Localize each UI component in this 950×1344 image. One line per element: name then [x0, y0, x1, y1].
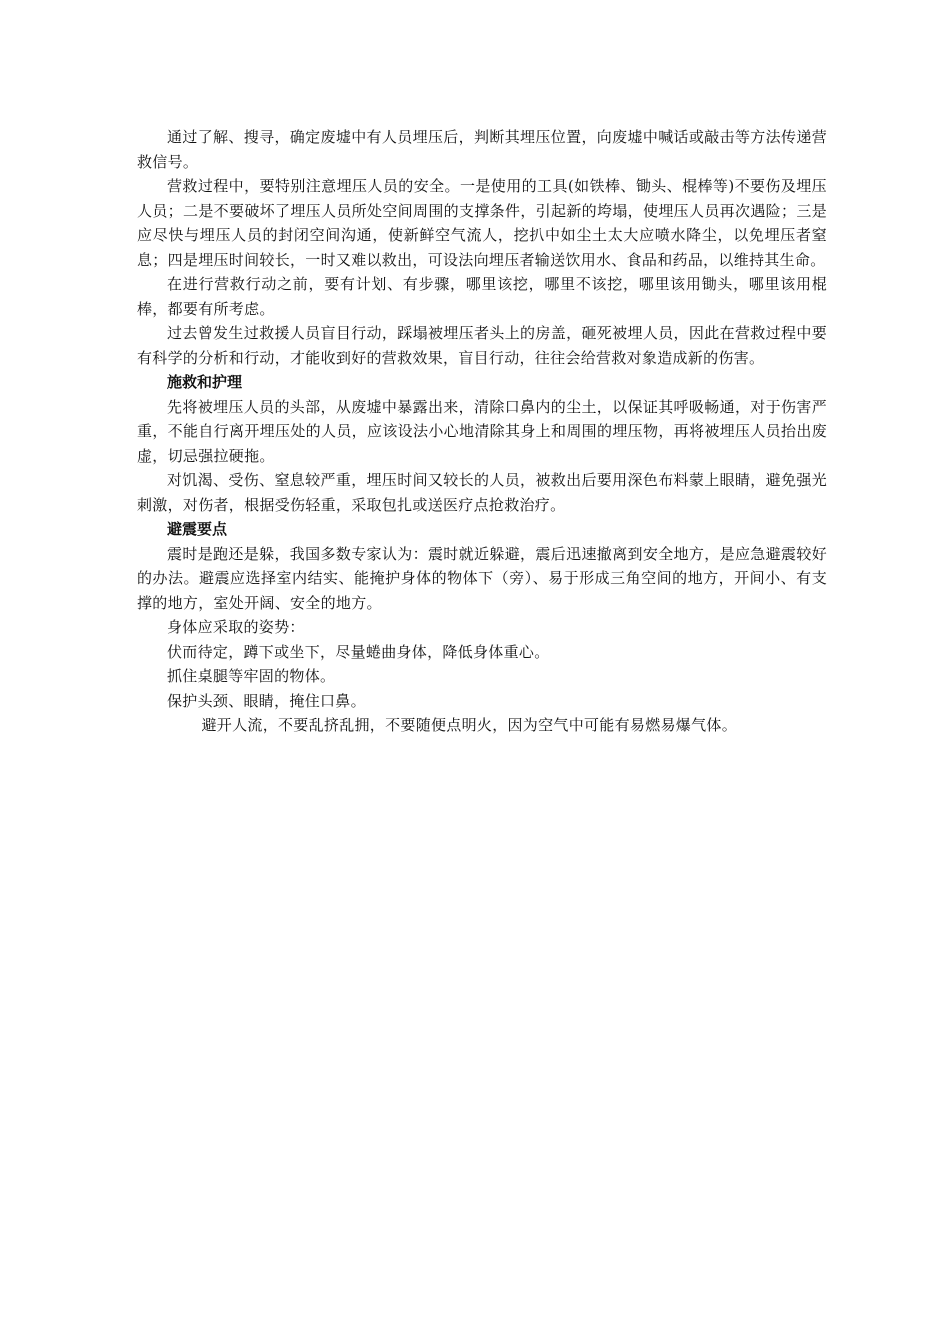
posture-item: 伏而待定，蹲下或坐下，尽量蜷曲身体，降低身体重心。 [167, 642, 550, 661]
paragraph: 在进行营救行动之前，要有计划、有步骤，哪里该挖，哪里不该挖，哪里该用锄头，哪里该用棍棒，都要有所考虑。 [137, 275, 827, 318]
section-heading-care: 施救和护理 [167, 373, 243, 391]
document-page [137, 125, 827, 738]
paragraph: 对饥渴、受伤、窒息较严重，埋压时间又较长的人员，被救出后要用深色布料蒙上眼睛，避免强光刺激，对伤者，根据受伤轻重，采取包扎或送医疗点抢救治疗。 [137, 471, 827, 514]
paragraph: 通过了解、搜寻，确定废墟中有人员埋压后，判断其埋压位置，向废墟中喊话或敲击等方法传递营救信号。 [137, 128, 827, 171]
posture-item: 保护头颈、眼睛，掩住口鼻。 [167, 691, 366, 710]
paragraph: 过去曾发生过救援人员盲目行动，踩塌被埋压者头上的房盖，砸死被埋人员，因此在营救过程中要有科学的分析和行动，才能收到好的营救效果，盲目行动，往往会给营救对象造成新的伤害。 [137, 324, 827, 367]
paragraph: 先将被埋压人员的头部，从废墟中暴露出来，清除口鼻内的尘土，以保证其呼吸畅通，对于伤害严重，不能自行离开埋压处的人员，应该设法小心地清除其身上和周围的埋压物，再将被埋压人员抬出废虚，切忌强拉硬拖。 [137, 397, 827, 465]
paragraph: 营救过程中，要特别注意埋压人员的安全。一是使用的工具(如铁棒、锄头、棍棒等)不要伤及埋压人员；二是不要破坏了埋压人员所处空间周围的支撑条件，引起新的垮塌，使埋压人员再次遇险；三是应尽快与埋压人员的封闭空间沟通，使新鲜空气流人，挖扒中如尘土太大应喷水降尘，以免埋压者窒息；四是埋压时间较长，一时又难以救出，可设法向埋压者输送饮用水、食品和药品，以维持其生命。 [137, 177, 827, 269]
posture-item: 抓住桌腿等牢固的物体。 [167, 667, 336, 685]
final-line: 避开人流，不要乱挤乱拥，不要随便点明火，因为空气中可能有易燃易爆气体。 [201, 716, 738, 734]
posture-intro: 身体应采取的姿势： [167, 618, 305, 636]
paragraph: 震时是跑还是躲，我国多数专家认为：震时就近躲避，震后迅速撤离到安全地方，是应急避震较好的办法。避震应选择室内结实、能掩护身体的物体下（旁）、易于形成三角空间的地方，开间小、有支撑的地方，室处开阔、安全的地方。 [137, 544, 827, 612]
section-heading-avoid: 避震要点 [167, 520, 228, 538]
